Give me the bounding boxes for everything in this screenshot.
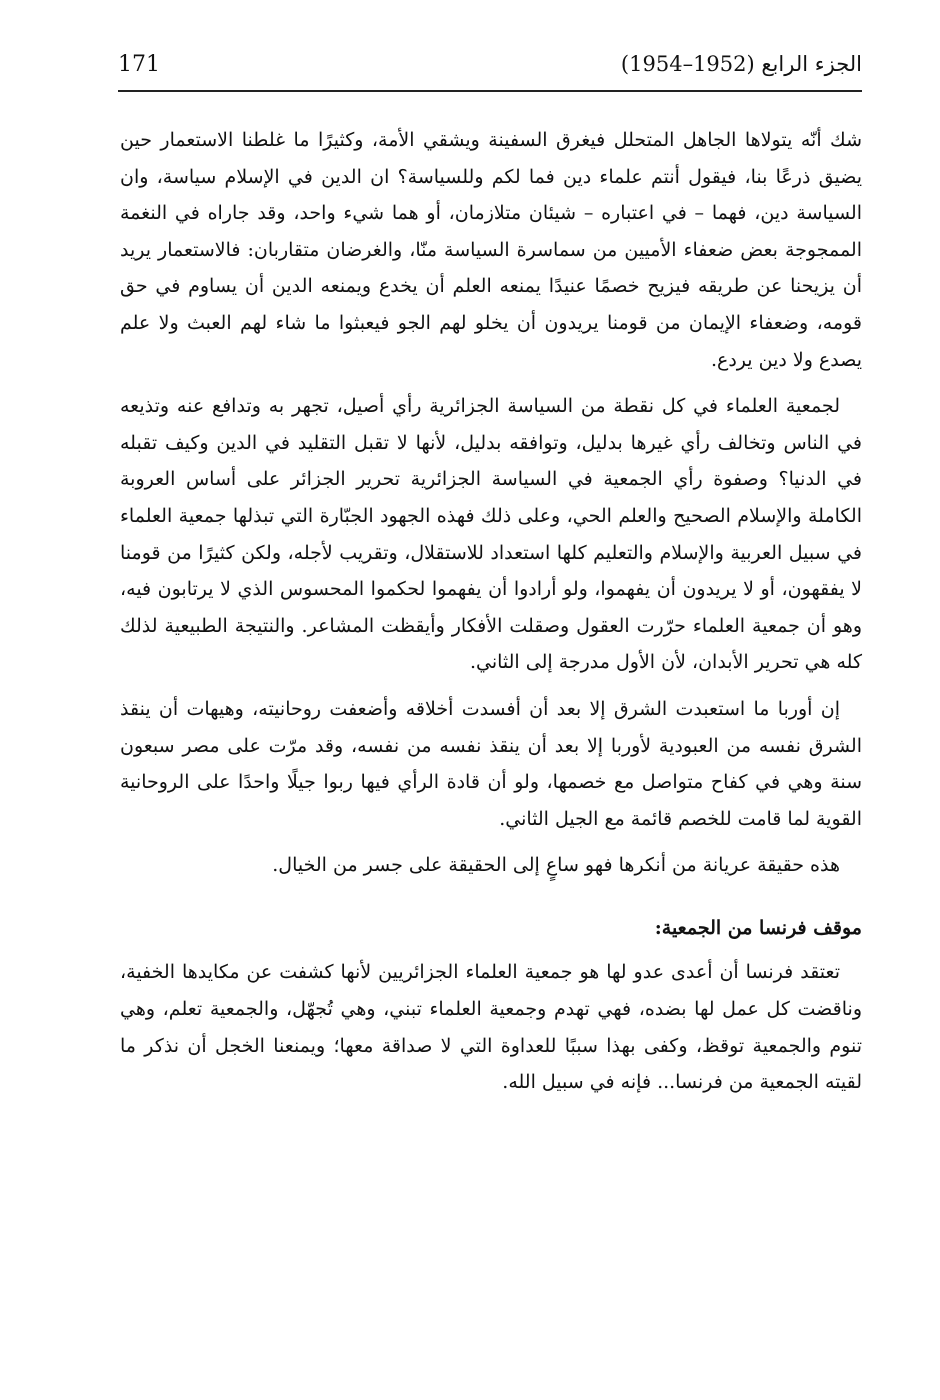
page-number: 171 [118,52,160,77]
paragraph-naked-truth: هذه حقيقة عريانة من أنكرها فهو ساعٍ إلى الحقيقة على جسر من الخيال. [272,854,840,877]
paragraph-france-position: تعتقد فرنسا أن أعدى عدو لها هو جمعية العلماء الجزائريين لأنها كشفت عن مكايدها الخفية، وناقضت كل عمل لها بضده، فهي تهدم وجمعية العلماء تبني، وهي تُجهّل، والجمعية تعلم، وهي تنوم والجمعية توقظ، وكفى بهذا سببًا للعداوة التي لا صداقة معها؛ ويمنعنا الخجل أن نذكر ما لقيته الجمعية من فرنسا... فإنه في سبيل الله. [120,961,862,1094]
page-header [118,48,862,92]
paragraph-europe-east: إن أوربا ما استعبدت الشرق إلا بعد أن أفسدت أخلاقه وأضعفت روحانيته، وهيهات أن ينقذ الشرق نفسه من العبودية لأوربا إلا بعد أن ينقذ نفسه من نفسه، وقد مرّت على مصر سبعون سنة وهي في كفاح متواصل مع خصمها، ولو أن قادة الرأي فيها ربوا جيلًا واحدًا على الروحانية القوية لما قامت للخصم قائمة مع الجيل الثاني. [120,697,862,830]
header-rule [118,90,862,92]
paragraph-continuation: شك أنّه يتولاها الجاهل المتحلل فيغرق السفينة ويشقي الأمة، وكثيرًا ما غلطنا الاستعمار حين يضيق ذرعًا بنا، فيقول أنتم علماء دين فما لكم وللسياسة؟ ان الدين في الإسلام سياسة، وان السياسة دين، فهما – في اعتباره – شيئان متلازمان، أو هما شيء واحد، وقد جاراه في النغمة الممجوجة بعض ضعفاء الأميين من سماسرة السياسة منّا، والغرضان متقاربان: فالاستعمار يريد أن يزيحنا عن طريقه فيزيح خصمًا عنيدًا يمنعه العلم أن يخدع ويمنعه الدين أن يساوم في حق قومه، وضعفاء الإيمان من قومنا يريدون أن يخلو لهم الجو فيعبثوا ما شاء لهم العبث ولا علم يصدع ولا دين يردع. [120,129,862,371]
paragraph-association-opinion: لجمعية العلماء في كل نقطة من السياسة الجزائرية رأي أصيل، تجهر به وتدافع عنه وتذيعه في الناس وتخالف رأي غيرها بدليل، وتوافقه بدليل، لأنها لا تقبل التقليد في الدين وكيف تقبله في الدنيا؟ وصفوة رأي الجمعية في السياسة الجزائرية تحرير الجزائر على أساس العروبة الكاملة والإسلام الصحيح والعلم الحي، وعلى ذلك فهذه الجهود الجبّارة التي تبذلها جمعية العلماء في سبيل العربية والإسلام والتعليم كلها استعداد للاستقلال، وتقريب لأجله، ولكن كثيرًا من قومنا لا يفقهون، أو لا يريدون أن يفهموا، ولو أرادوا أن يفهموا لحكموا المحسوس الذي لا يرتابون فيه، وهو أن جمعية العلماء حرّرت العقول وصقلت الأفكار وأيقظت المشاعر. والنتيجة الطبيعية لذلك كله هي تحرير الأبدان، لأن الأول مدرجة إلى الثاني. [120,395,862,674]
section-heading: موقف فرنسا من الجمعية: [654,916,862,939]
page-body [120,122,862,1101]
running-title: الجزء الرابع (1952–1954) [620,52,862,76]
